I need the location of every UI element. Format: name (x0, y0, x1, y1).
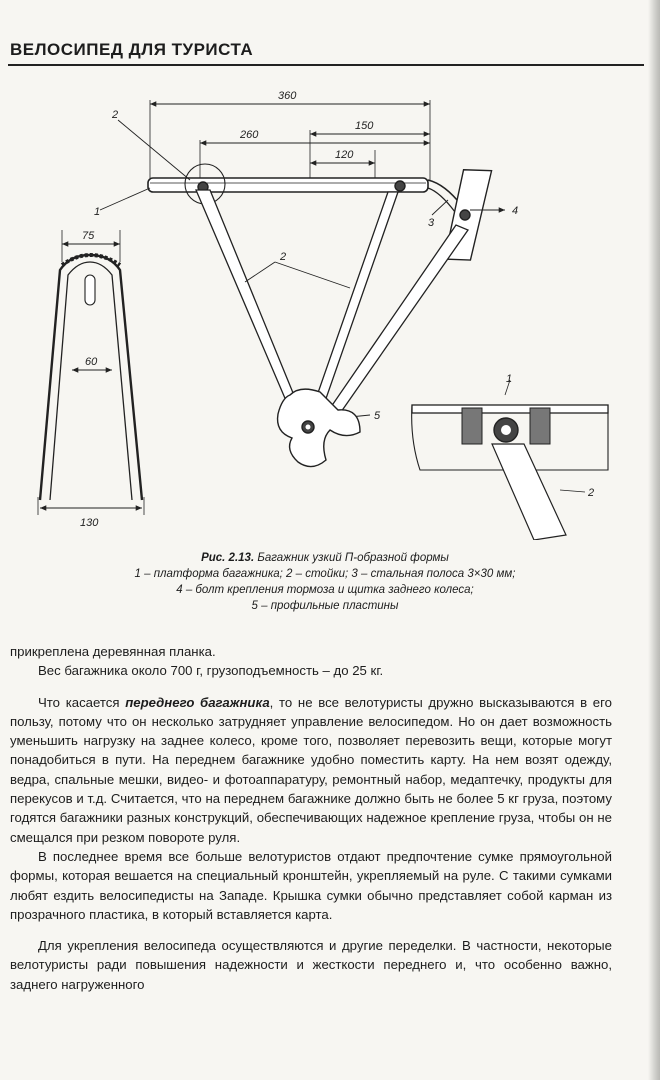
paragraph-3 (10, 693, 612, 847)
paragraph-3-rest: , то не все велотуристы дружно высказываются в его пользу, потому что он несколько затрудняет управление велосипедом. Но он дает возможность уменьшить нагрузку на заднее колесо, кроме того, позволяет перевозить вещи, которые могут понадобиться в пути. На переднем багажнике удобно поместить карту. На нем возят одежду, ведра, спальные мешки, видео- и фотоаппаратуру, ремонтный набор, медаптечку, продукты для перекусов и т.д. Считается, что на переднем багажнике должно быть не более 5 кг груза, поэтому годятся багажники разных конструкций, обеспечивающих надежное крепление груза, чтобы он не смещался при резком повороте руля. (10, 694, 612, 845)
running-head: ВЕЛОСИПЕД ДЛЯ ТУРИСТА (10, 40, 254, 59)
caption-label: Рис. 2.13. (201, 552, 255, 564)
paragraph-2: Вес багажника около 700 г, грузоподъемность – до 25 кг. (38, 663, 384, 679)
paragraph-1: прикреплена деревянная планка. (10, 644, 216, 659)
dim-120-label: 120 (335, 149, 354, 161)
inset-label-2: 2 (588, 487, 595, 499)
caption-line-2: 1 – платформа багажника; 2 – стойки; 3 – стальная полоса 3×30 мм; (134, 568, 516, 580)
label-3: 3 (428, 217, 435, 229)
dim-260-label: 260 (240, 129, 259, 141)
inset-label-1: 1 (506, 373, 513, 385)
rack-figure (0, 80, 640, 540)
label-5: 5 (374, 410, 381, 422)
emphasis-front-rack: переднего багажника (125, 694, 270, 710)
dim-150-label: 150 (355, 120, 374, 132)
paragraph-5: Для укрепления велосипеда осуществляются и другие переделки. В частности, некоторые велотуристы ради повышения надежности и жесткости переднего и, что особенно важно, заднего нагруженного (10, 938, 612, 992)
dim-75-label: 75 (82, 230, 95, 242)
paragraph-4: В последнее время все больше велотуристов отдают предпочтение сумке прямоугольной формы, которая вешается на специальный кронштейн, укрепляемый на руле. С такими сумками любят ездить велосипедисты на Западе. Крышка сумки обычно представляет собой карман из прозрачного пластика, в который вставляется карта. (10, 848, 612, 922)
caption-line-3: 4 – болт крепления тормоза и щитка заднего колеса; (176, 584, 474, 596)
body-text (10, 642, 612, 994)
label-1: 1 (94, 206, 101, 218)
caption-title-line (40, 550, 610, 566)
header-rule (8, 64, 644, 66)
caption-line-4: 5 – профильные пластины (251, 600, 399, 612)
label-4: 4 (512, 205, 519, 217)
dim-60-label: 60 (85, 356, 98, 368)
page-edge (648, 0, 660, 1080)
dim-130-label: 130 (80, 517, 99, 529)
dim-360-label: 360 (278, 90, 297, 102)
label-2-top: 2 (112, 109, 119, 121)
caption-title: Багажник узкий П-образной формы (254, 552, 449, 564)
figure-caption (40, 550, 610, 614)
paragraph-3-start: Что касается (38, 694, 126, 710)
label-2-struts: 2 (280, 251, 287, 263)
